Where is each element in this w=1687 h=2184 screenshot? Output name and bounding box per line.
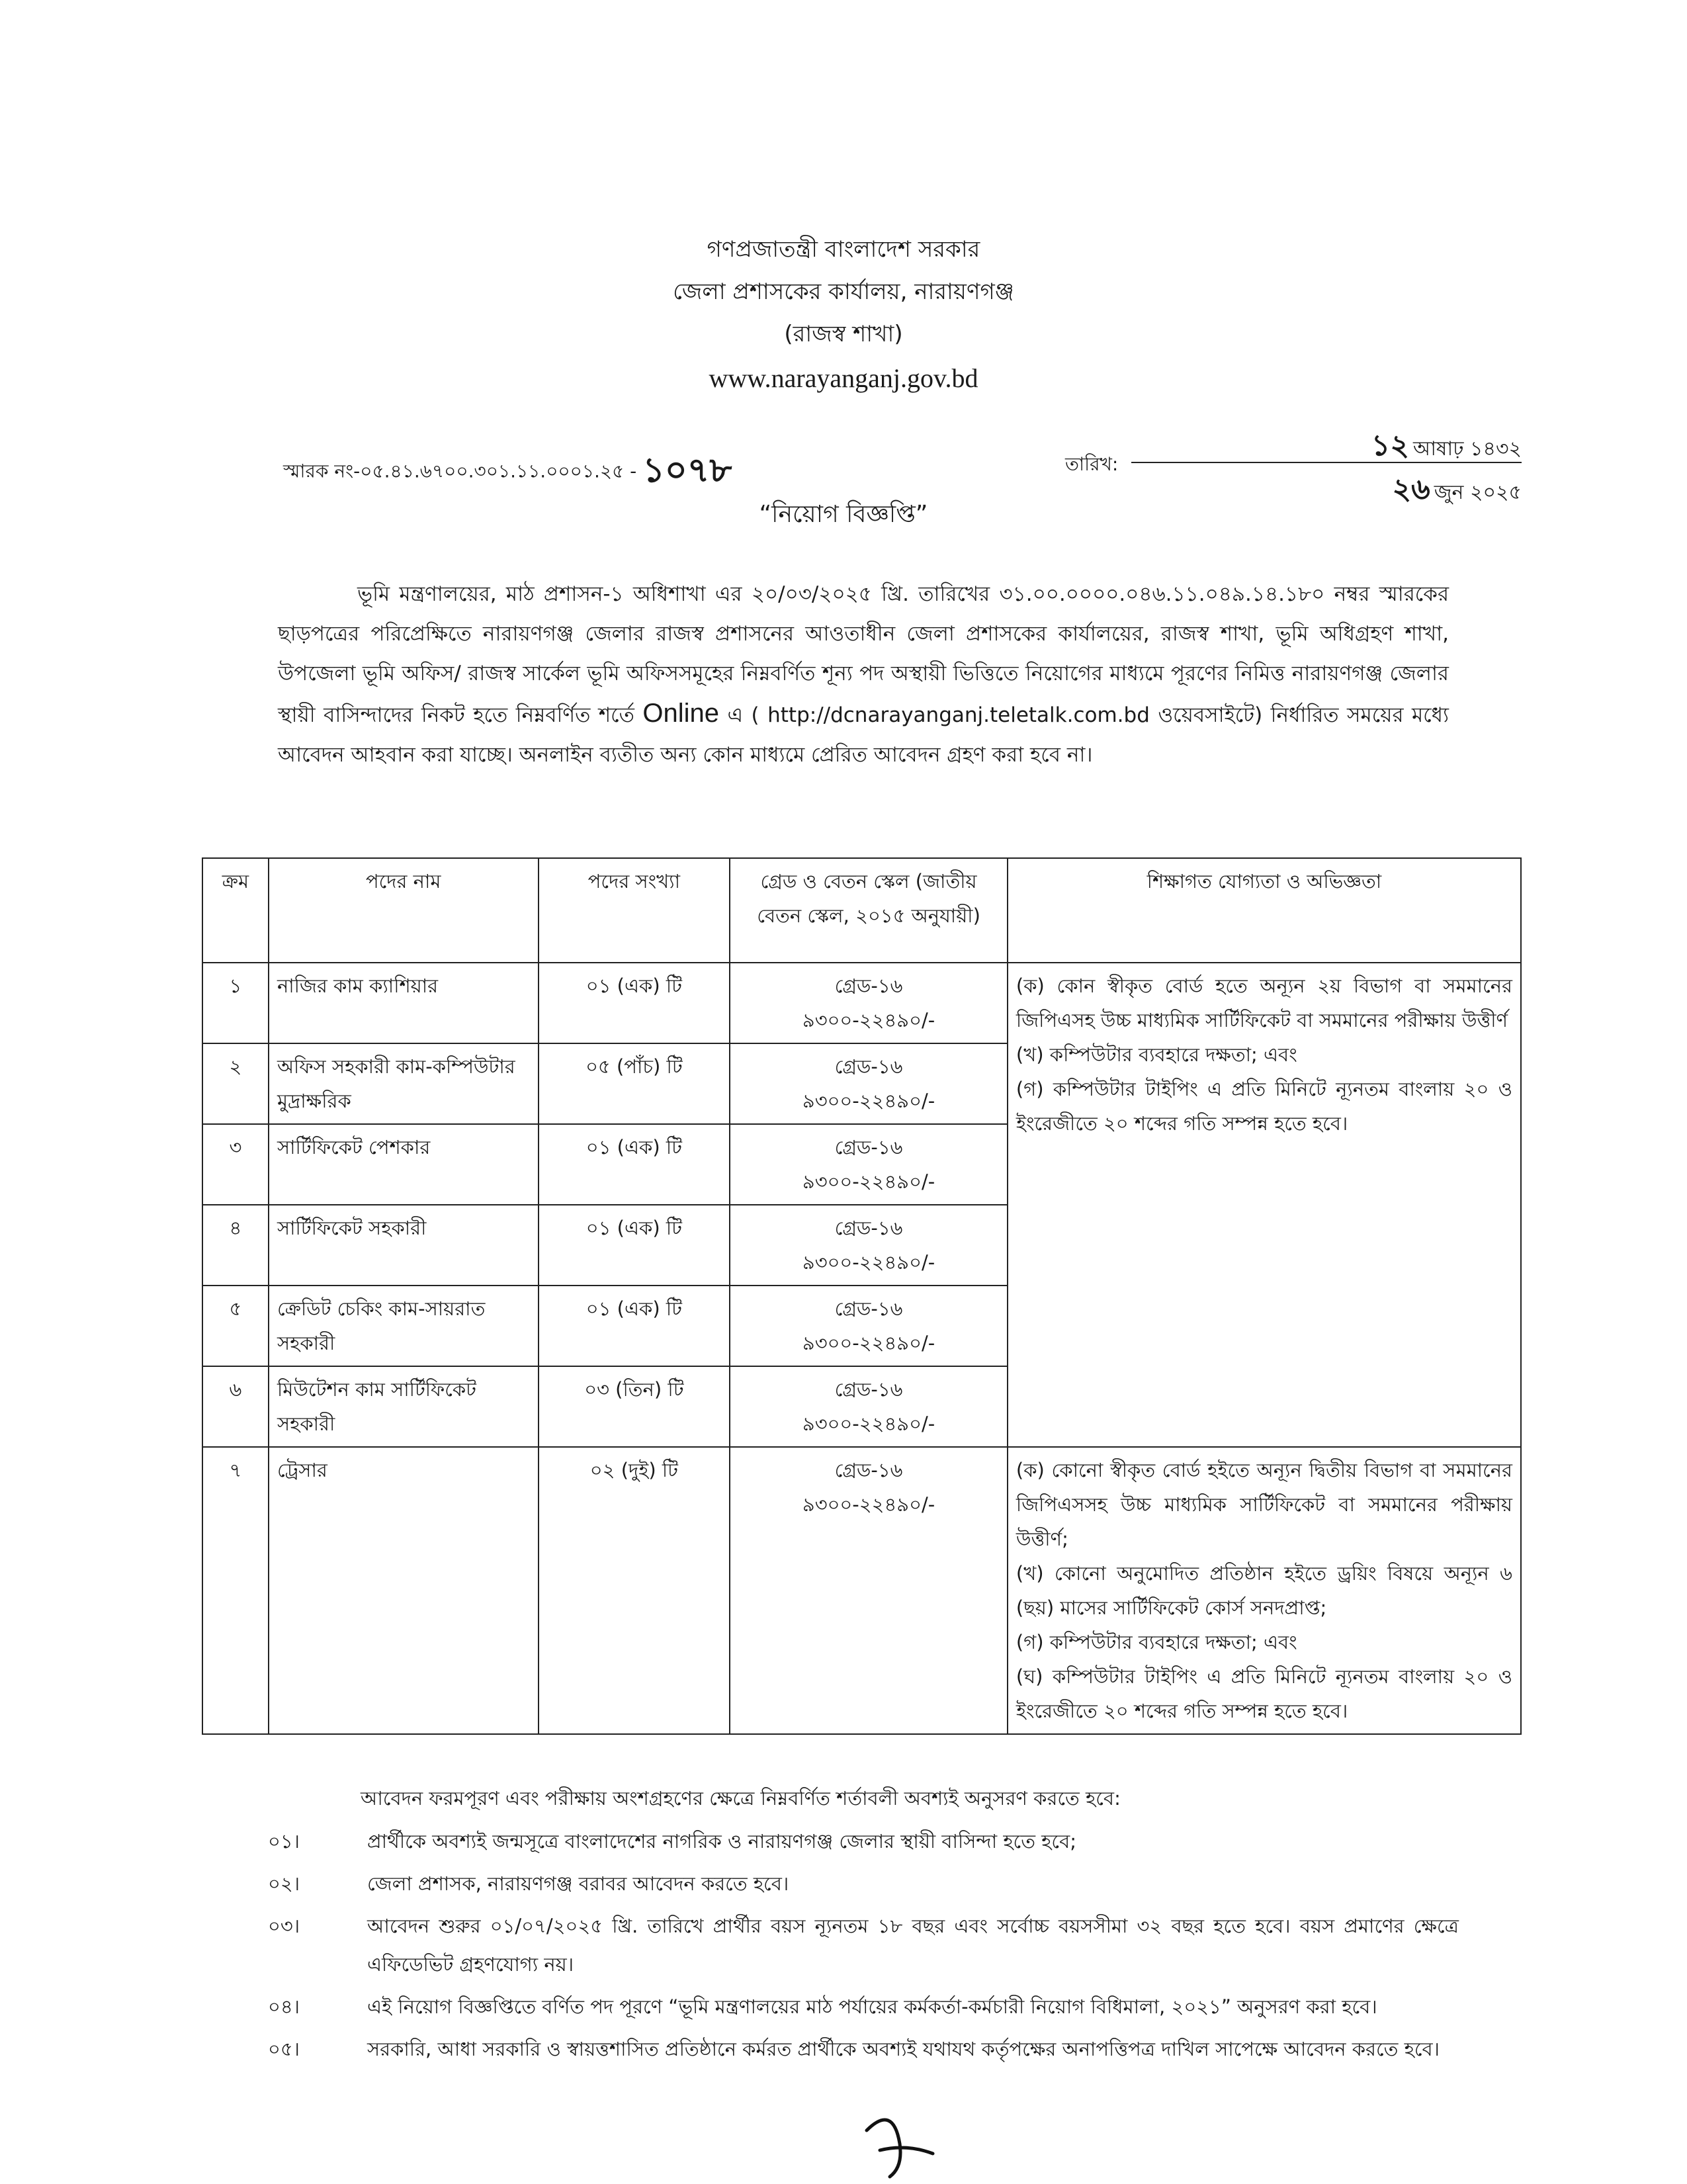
signature-mark	[853, 2104, 946, 2183]
bangla-date	[1371, 423, 1522, 472]
row-post: সার্টিফিকেট সহকারী	[269, 1205, 539, 1286]
row-sl: ২	[202, 1043, 269, 1124]
pay-scale: ৯৩০০-২২৪৯০/-	[802, 1493, 935, 1516]
conditions-lead: আবেদন ফরমপূরণ এবং পরীক্ষায় অংশগ্রহণের ক্ষেত্রে নিম্নবর্ণিত শর্তাবলী অবশ্যই অনুসরণ করতে হবে:	[361, 1787, 1121, 1810]
date-block	[1065, 423, 1522, 506]
pay-scale: ৯৩০০-২২৪৯০/-	[802, 1170, 935, 1193]
qualification-group-1	[1008, 963, 1521, 1447]
row-sl: ৩	[202, 1124, 269, 1205]
intro-paragraph	[278, 574, 1449, 775]
col-header-post: পদের নাম	[269, 858, 539, 963]
row-count: ০১ (এক) টি	[539, 1286, 730, 1366]
row-post: সার্টিফিকেট পেশকার	[269, 1124, 539, 1205]
row-grade	[730, 1286, 1008, 1366]
date-label: তারিখ:	[1065, 453, 1119, 475]
qualification-item: (ক) কোন স্বীকৃত বোর্ড হতে অন্যূন ২য় বিভাগ বা সমমানের জিপিএসহ উচ্চ মাধ্যমিক সার্টিফিকেট বা সমমানের পরীক্ষায় উত্তীর্ণ	[1016, 975, 1512, 1031]
row-post: ক্রেডিট চেকিং কাম-সায়রাত সহকারী	[269, 1286, 539, 1366]
govt-name: গণপ্রজাতন্ত্রী বাংলাদেশ সরকার	[707, 236, 980, 263]
intro-text-2: এ ( http://dcnarayanganj.teletalk.com.bd ওয়েবসাইটে) নির্ধারিত সময়ের মধ্যে আবেদন আহবান করা যাচ্ছে। অনলাইন ব্যতীত অন্য কোন মাধ্যমে প্রেরিত আবেদন গ্রহণ করা হবে না।	[278, 703, 1449, 767]
table-row	[202, 1447, 1521, 1734]
row-count: ০১ (এক) টি	[539, 963, 730, 1043]
condition-item	[268, 1822, 1459, 1860]
row-sl: ৪	[202, 1205, 269, 1286]
office-name: জেলা প্রশাসকের কার্যালয়, নারায়ণগঞ্জ	[673, 279, 1014, 305]
row-post: ট্রেসার	[269, 1447, 539, 1734]
condition-text: এই নিয়োগ বিজ্ঞপ্তিতে বর্ণিত পদ পূরণে “ভূমি মন্ত্রণালয়ের মাঠ পর্যায়ের কর্মকর্তা-কর্মচারী নিয়োগ বিধিমালা, ২০২১” অনুসরণ করা হবে।	[367, 1995, 1377, 2018]
conditions-section	[268, 1778, 1459, 2068]
qualification-item: (গ) কম্পিউটার ব্যবহারে দক্ষতা; এবং	[1016, 1631, 1297, 1653]
condition-text: প্রার্থীকে অবশ্যই জন্মসূত্রে বাংলাদেশের নাগরিক ও নারায়ণগঞ্জ জেলার স্থায়ী বাসিন্দা হতে হবে;	[367, 1830, 1076, 1853]
row-count: ০৫ (পাঁচ) টি	[539, 1043, 730, 1124]
condition-text: সরকারি, আধা সরকারি ও স্বায়ত্তশাসিত প্রতিষ্ঠানে কর্মরত প্রার্থীকে অবশ্যই যথাযথ কর্তৃপক্ষের অনাপত্তিপত্র দাখিল সাপেক্ষে আবেদন করতে হবে।	[367, 2038, 1440, 2060]
memo-number	[283, 443, 732, 501]
condition-number: ০৪।	[268, 1995, 300, 2018]
grade-label: গ্রেড-১৬	[834, 1378, 903, 1401]
row-sl: ১	[202, 963, 269, 1043]
memo-label: স্মারক নং-০৫.৪১.৬৭০০.৩০১.১১.০০০১.২৫ -	[283, 460, 637, 482]
table-row	[202, 963, 1521, 1043]
english-month-year: জুন ২০২৫	[1434, 481, 1522, 504]
bangla-day: ১২	[1371, 429, 1409, 462]
grade-label: গ্রেড-১৬	[834, 1217, 903, 1239]
condition-number: ০১।	[268, 1830, 300, 1853]
online-word: Online	[642, 699, 720, 728]
condition-item	[268, 1987, 1459, 2026]
condition-item	[268, 1907, 1459, 1984]
grade-label: গ্রেড-১৬	[834, 1055, 903, 1078]
row-count: ০২ (দুই) টি	[539, 1447, 730, 1734]
pay-scale: ৯৩০০-২২৪৯০/-	[802, 1413, 935, 1435]
notice-title: “নিয়োগ বিজ্ঞপ্তি”	[759, 501, 928, 528]
website-link[interactable]: www.narayanganj.gov.bd	[709, 363, 978, 393]
row-sl: ৬	[202, 1366, 269, 1447]
col-header-sl: ক্রম	[202, 858, 269, 963]
row-count: ০১ (এক) টি	[539, 1205, 730, 1286]
row-sl: ৭	[202, 1447, 269, 1734]
condition-item	[268, 1864, 1459, 1903]
condition-text: জেলা প্রশাসক, নারায়ণগঞ্জ বরাবর আবেদন করতে হবে।	[367, 1872, 789, 1895]
condition-number: ০২।	[268, 1872, 300, 1895]
letterhead	[0, 228, 1687, 402]
pay-scale: ৯৩০০-২২৪৯০/-	[802, 1009, 935, 1031]
row-grade	[730, 1447, 1008, 1734]
grade-label: গ্রেড-১৬	[834, 1297, 903, 1320]
bangla-month-year: আষাঢ় ১৪৩২	[1412, 437, 1522, 460]
row-post: নাজির কাম ক্যাশিয়ার	[269, 963, 539, 1043]
condition-text: আবেদন শুরুর ০১/০৭/২০২৫ খ্রি. তারিখে প্রার্থীর বয়স ন্যূনতম ১৮ বছর এবং সর্বোচ্চ বয়সসীমা ৩২ বছর হতে হবে। বয়স প্রমাণের ক্ষেত্রে এফিডেভিট গ্রহণযোগ্য নয়।	[367, 1915, 1459, 1976]
condition-number: ০৫।	[268, 2038, 300, 2060]
intro-text-1: ভূমি মন্ত্রণালয়ের, মাঠ প্রশাসন-১ অধিশাখা এর ২০/০৩/২০২৫ খ্রি. তারিখের ৩১.০০.০০০০.০৪৬.১১.০৪৯.১৪.১৮০ নম্বর স্মারকের ছাড়পত্রের পরিপ্রেক্ষিতে নারায়ণগঞ্জ জেলার রাজস্ব প্রশাসনের আওতাধীন জেলা প্রশাসকের কার্যালয়ের, রাজস্ব শাখা, ভূমি অধিগ্রহণ শাখা, উপজেলা ভূমি অফিস/ রাজস্ব সার্কেল ভূমি অফিসসমূহের নিম্নবর্ণিত শূন্য পদ অস্থায়ী ভিত্তিতে নিয়োগের মাধ্যমে পূরণের নিমিত্ত নারায়ণগঞ্জ জেলার স্থায়ী বাসিন্দাদের নিকট হতে নিম্নবর্ণিত শর্তে	[278, 582, 1449, 727]
qualification-group-2	[1008, 1447, 1521, 1734]
qualification-item: (গ) কম্পিউটার টাইপিং এ প্রতি মিনিটে ন্যূনতম বাংলায় ২০ ও ইংরেজীতে ২০ শব্দের গতি সম্পন্ন হতে হবে।	[1016, 1078, 1512, 1135]
row-grade	[730, 1366, 1008, 1447]
table-header-row	[202, 858, 1521, 963]
grade-label: গ্রেড-১৬	[834, 975, 903, 997]
pay-scale: ৯৩০০-২২৪৯০/-	[802, 1332, 935, 1354]
condition-number: ০৩।	[268, 1915, 300, 1937]
row-sl: ৫	[202, 1286, 269, 1366]
branch-name: (রাজস্ব শাখা)	[784, 321, 903, 347]
grade-label: গ্রেড-১৬	[834, 1459, 903, 1481]
qualification-item: (ক) কোনো স্বীকৃত বোর্ড হইতে অন্যূন দ্বিতীয় বিভাগ বা সমমানের জিপিএসসহ উচ্চ মাধ্যমিক সার্টিফিকেট বা সমমানের পরীক্ষায় উত্তীর্ণ;	[1016, 1459, 1512, 1550]
row-grade	[730, 1043, 1008, 1124]
col-header-count: পদের সংখ্যা	[539, 858, 730, 963]
row-grade	[730, 963, 1008, 1043]
row-count: ০১ (এক) টি	[539, 1124, 730, 1205]
row-count: ০৩ (তিন) টি	[539, 1366, 730, 1447]
row-grade	[730, 1205, 1008, 1286]
qualification-item: (খ) কোনো অনুমোদিত প্রতিষ্ঠান হইতে ড্রয়িং বিষয়ে অন্যূন ৬ (ছয়) মাসের সার্টিফিকেট কোর্স সনদপ্রাপ্ত;	[1016, 1562, 1512, 1619]
english-day: ২৬	[1392, 472, 1430, 506]
row-post: মিউটেশন কাম সার্টিফিকেট সহকারী	[269, 1366, 539, 1447]
grade-label: গ্রেড-১৬	[834, 1136, 903, 1158]
col-header-qualification: শিক্ষাগত যোগ্যতা ও অভিজ্ঞতা	[1008, 858, 1521, 963]
row-grade	[730, 1124, 1008, 1205]
qualification-item: (খ) কম্পিউটার ব্যবহারে দক্ষতা; এবং	[1016, 1043, 1297, 1066]
memo-handwritten-number: ১০৭৮	[642, 450, 732, 490]
condition-item	[268, 2030, 1459, 2068]
qualification-item: (ঘ) কম্পিউটার টাইপিং এ প্রতি মিনিটে ন্যূনতম বাংলায় ২০ ও ইংরেজীতে ২০ শব্দের গতি সম্পন্ন হতে হবে।	[1016, 1665, 1512, 1722]
pay-scale: ৯৩০০-২২৪৯০/-	[802, 1090, 935, 1112]
pay-scale: ৯৩০০-২২৪৯০/-	[802, 1251, 935, 1274]
vacancy-table	[202, 857, 1522, 1735]
row-post: অফিস সহকারী কাম-কম্পিউটার মুদ্রাক্ষরিক	[269, 1043, 539, 1124]
col-header-grade: গ্রেড ও বেতন স্কেল (জাতীয় বেতন স্কেল, ২০১৫ অনুযায়ী)	[730, 858, 1008, 963]
